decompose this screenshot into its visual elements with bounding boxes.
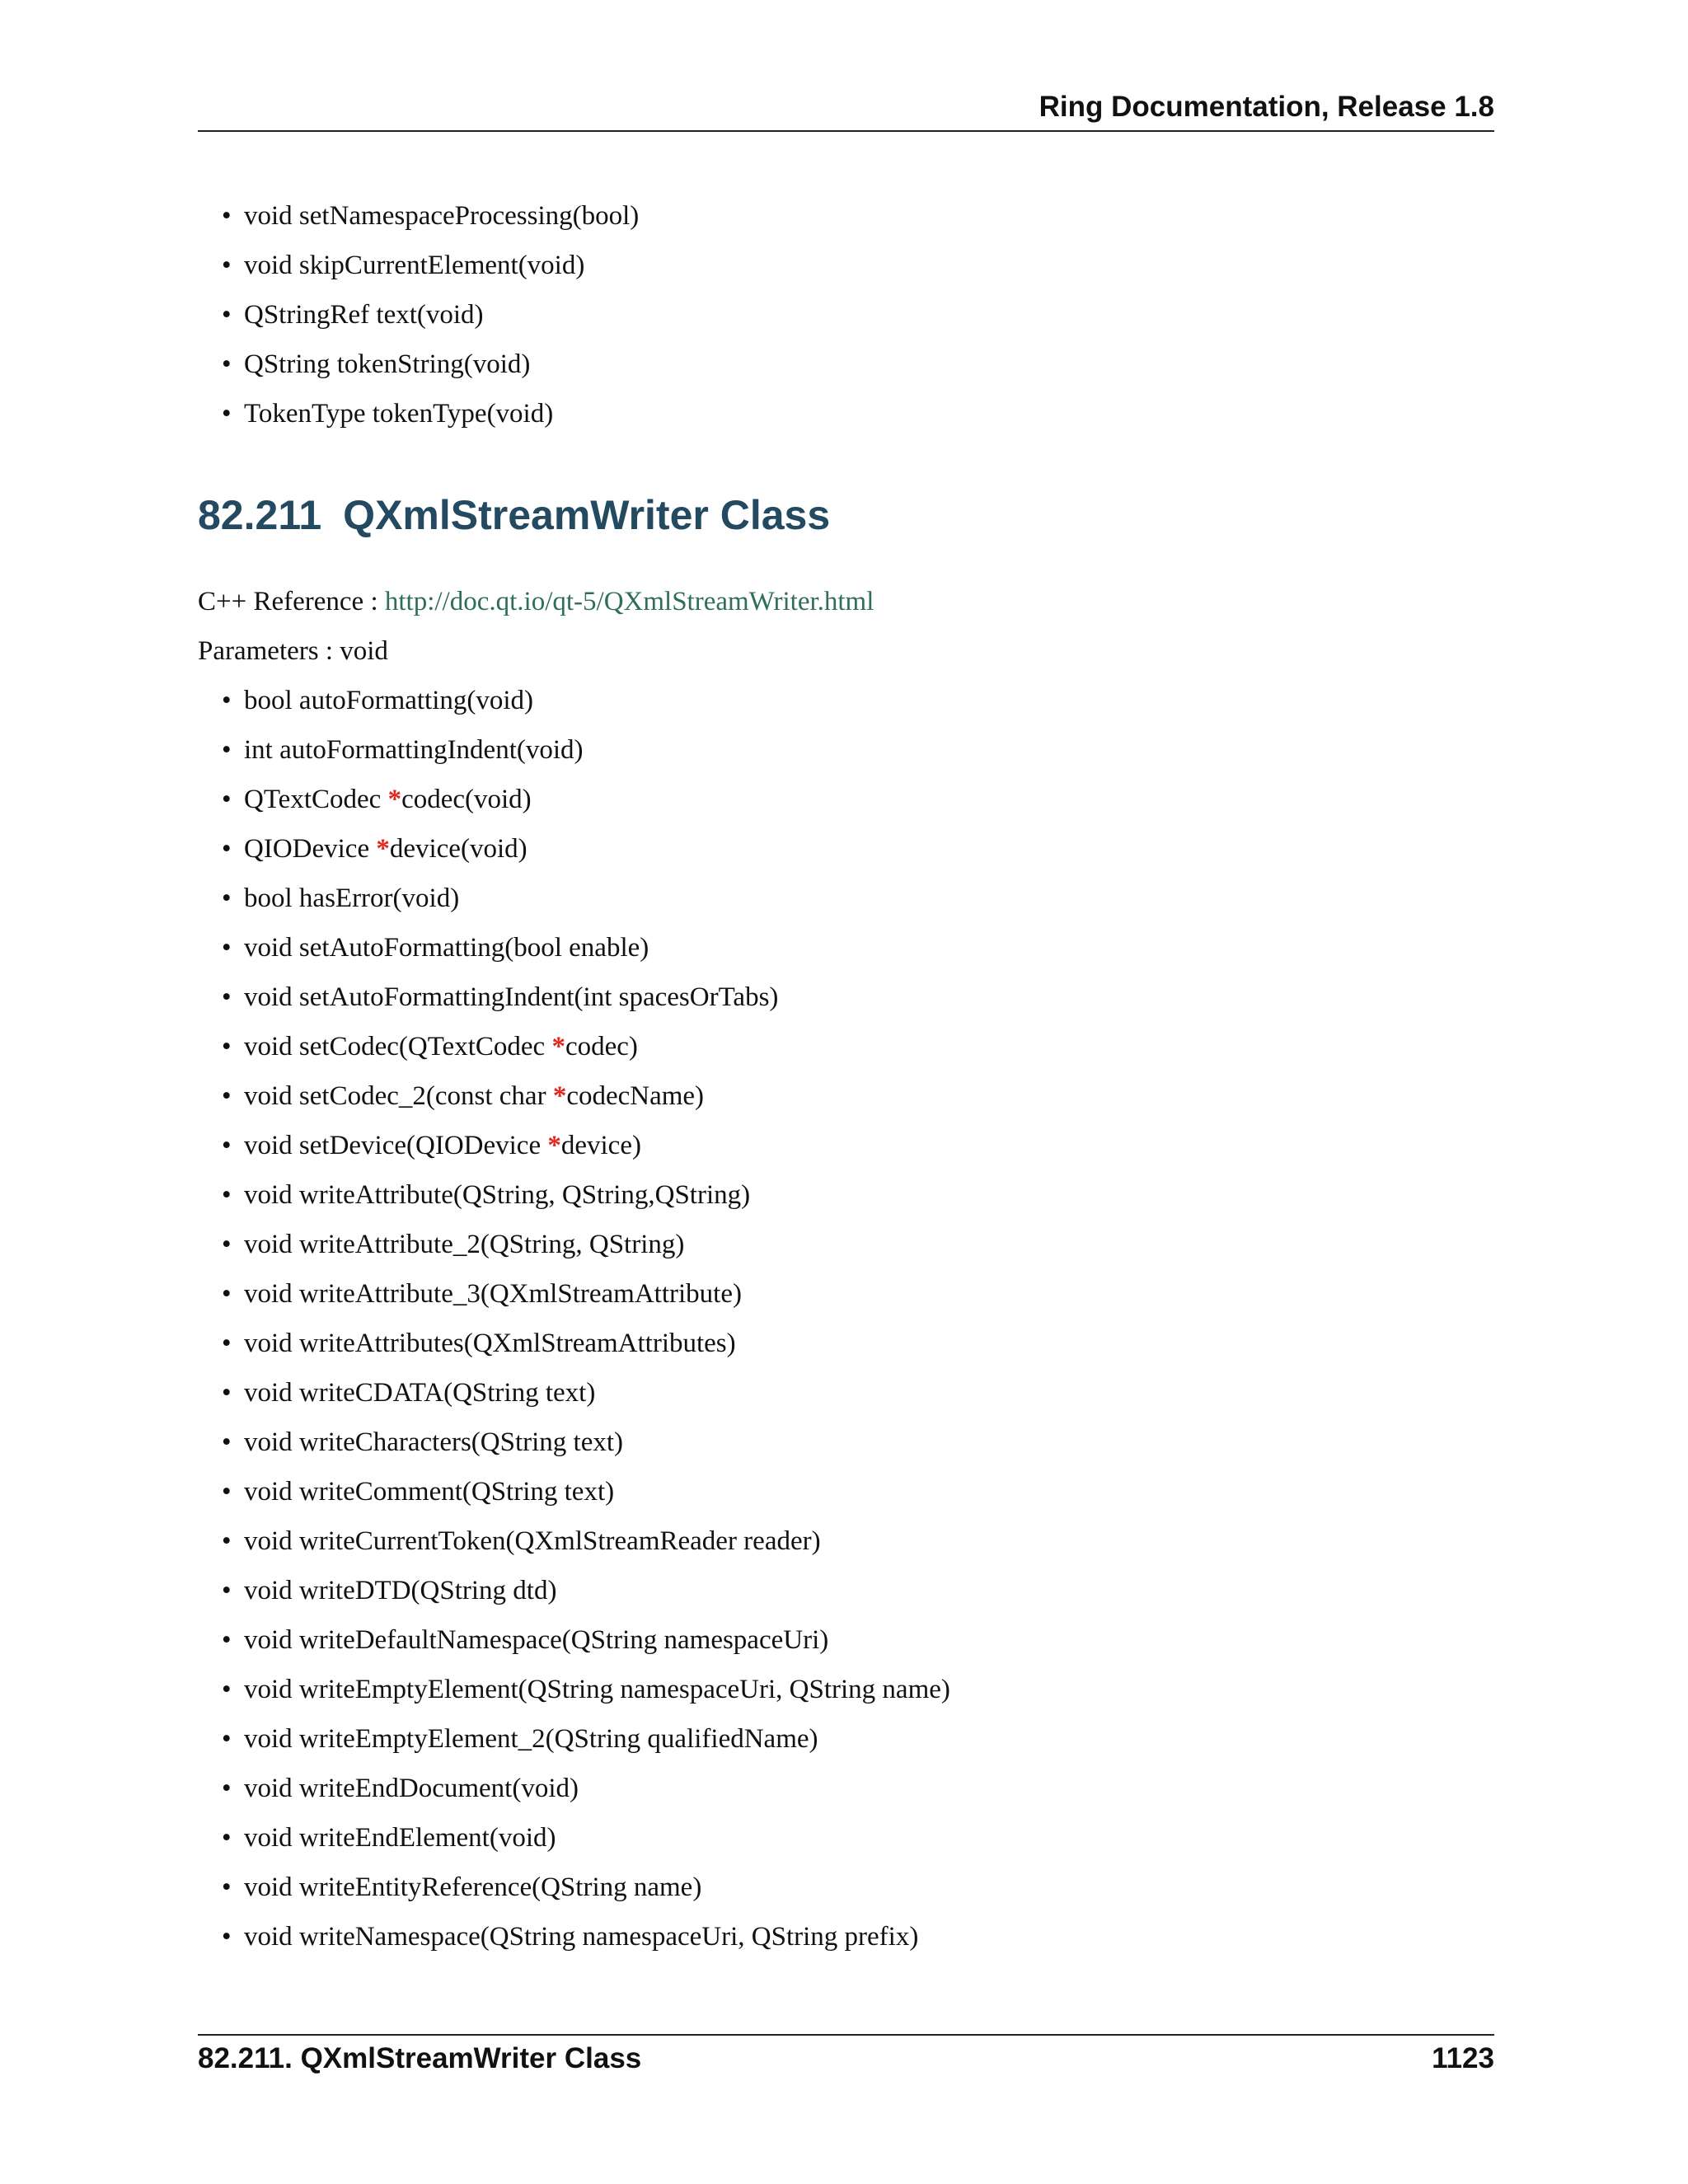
list-item: • void writeAttribute_3(QXmlStreamAttribute) xyxy=(222,1279,742,1309)
bullet-icon: • xyxy=(222,834,232,864)
list-item: • QIODevice *device(void) xyxy=(222,834,528,864)
section-number: 82.211 xyxy=(198,492,322,538)
bullet-icon: • xyxy=(222,1823,232,1853)
list-item: • void setCodec(QTextCodec *codec) xyxy=(222,1032,638,1062)
list-item: • void writeAttribute_2(QString, QString) xyxy=(222,1230,685,1259)
bullet-icon: • xyxy=(222,1774,232,1803)
bullet-icon: • xyxy=(222,1032,232,1062)
list-item: • void writeCurrentToken(QXmlStreamReader reader) xyxy=(222,1526,821,1556)
list-item: • void skipCurrentElement(void) xyxy=(222,251,585,280)
bullet-icon: • xyxy=(222,883,232,913)
reference-link[interactable]: http://doc.qt.io/qt-5/QXmlStreamWriter.html xyxy=(384,587,874,616)
list-item: • void writeAttribute(QString, QString,QString) xyxy=(222,1180,751,1210)
bullet-icon: • xyxy=(222,1477,232,1507)
list-item: • void setAutoFormattingIndent(int spacesOrTabs) xyxy=(222,982,779,1012)
list-item: • QStringRef text(void) xyxy=(222,300,484,330)
header-title: Ring Documentation, Release 1.8 xyxy=(1039,91,1494,123)
bullet-icon: • xyxy=(222,1427,232,1457)
pointer-star: * xyxy=(552,1081,567,1111)
list-item: • QTextCodec *codec(void) xyxy=(222,785,532,814)
list-item: • TokenType tokenType(void) xyxy=(222,399,554,429)
bullet-icon: • xyxy=(222,1180,232,1210)
list-item: • void setDevice(QIODevice *device) xyxy=(222,1131,641,1160)
list-item: • void setCodec_2(const char *codecName) xyxy=(222,1081,705,1111)
page-number: 1123 xyxy=(1432,2042,1494,2074)
bullet-icon: • xyxy=(222,686,232,715)
bullet-icon: • xyxy=(222,1872,232,1902)
parameters-line: Parameters : void xyxy=(198,636,388,666)
bullet-icon: • xyxy=(222,1279,232,1309)
list-item: • void writeCharacters(QString text) xyxy=(222,1427,624,1457)
section-title: QXmlStreamWriter Class xyxy=(343,492,831,538)
bullet-icon: • xyxy=(222,1526,232,1556)
bullet-icon: • xyxy=(222,1230,232,1259)
list-item: • void writeNamespace(QString namespaceUri, QString prefix) xyxy=(222,1922,919,1952)
section-heading xyxy=(198,491,830,539)
list-item: • void writeComment(QString text) xyxy=(222,1477,615,1507)
footer-section: 82.211. QXmlStreamWriter Class xyxy=(198,2042,642,2074)
list-item: • bool autoFormatting(void) xyxy=(222,686,534,715)
pointer-star: * xyxy=(387,785,402,814)
list-item: • void writeAttributes(QXmlStreamAttributes) xyxy=(222,1329,736,1358)
list-item: • QString tokenString(void) xyxy=(222,349,531,379)
bullet-icon: • xyxy=(222,1081,232,1111)
list-item: • void writeEndElement(void) xyxy=(222,1823,556,1853)
header-rule xyxy=(198,130,1494,132)
list-item: • bool hasError(void) xyxy=(222,883,460,913)
list-item: • void setAutoFormatting(bool enable) xyxy=(222,933,649,963)
list-item: • void setNamespaceProcessing(bool) xyxy=(222,201,640,231)
bullet-icon: • xyxy=(222,785,232,814)
footer-rule xyxy=(198,2034,1494,2036)
bullet-icon: • xyxy=(222,1576,232,1605)
list-item: • void writeDTD(QString dtd) xyxy=(222,1576,557,1605)
list-item: • void writeEmptyElement(QString namespaceUri, QString name) xyxy=(222,1675,950,1704)
bullet-icon: • xyxy=(222,735,232,765)
bullet-icon: • xyxy=(222,1724,232,1754)
list-item: • void writeCDATA(QString text) xyxy=(222,1378,596,1408)
list-item: • void writeEntityReference(QString name) xyxy=(222,1872,702,1902)
list-item: • void writeDefaultNamespace(QString namespaceUri) xyxy=(222,1625,829,1655)
pointer-star: * xyxy=(551,1032,565,1062)
bullet-icon: • xyxy=(222,1922,232,1952)
bullet-icon: • xyxy=(222,1378,232,1408)
reference-line xyxy=(198,585,874,618)
bullet-icon: • xyxy=(222,1131,232,1160)
bullet-icon: • xyxy=(222,1675,232,1704)
list-item: • void writeEmptyElement_2(QString qualifiedName) xyxy=(222,1724,818,1754)
bullet-icon: • xyxy=(222,933,232,963)
pointer-star: * xyxy=(547,1131,561,1160)
bullet-icon: • xyxy=(222,1329,232,1358)
reference-label: C++ Reference : xyxy=(198,587,378,616)
bullet-icon: • xyxy=(222,982,232,1012)
pointer-star: * xyxy=(376,834,390,864)
list-item: • void writeEndDocument(void) xyxy=(222,1774,579,1803)
bullet-icon: • xyxy=(222,1625,232,1655)
list-item: • int autoFormattingIndent(void) xyxy=(222,735,584,765)
